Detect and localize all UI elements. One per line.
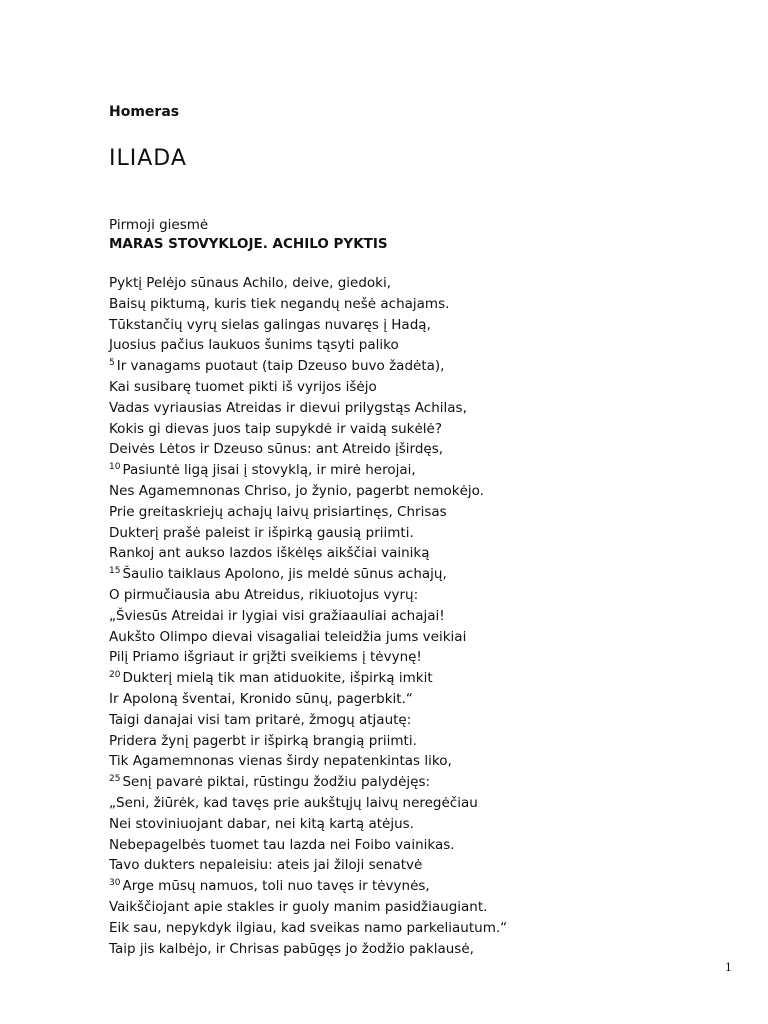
poem-line-text: Taip jis kalbėjo, ir Chrisas pabūgęs jo žodžio paklausė, [109,940,474,957]
poem-line-text: Pasiuntė ligą jisai į stovyklą, ir mirė herojai, [122,462,416,479]
song-label: Pirmoji giesmė [109,217,209,233]
poem-line-text: Nebepagelbės tuomet tau lazda nei Foibo vainikas. [109,836,455,853]
poem-line [109,627,507,648]
poem-line [109,481,507,502]
poem-line [109,294,507,315]
poem-line [109,835,507,856]
poem-line-text: O pirmučiausia abu Atreidus, rikiuotojus vyrų: [109,586,419,603]
poem-line-text: Nes Agamemnonas Chriso, jo žynio, pagerbt nemokėjo. [109,482,484,499]
poem-line [109,814,507,835]
poem-line-text: Taigi danajai visi tam pritarė, žmogų atjautę: [109,711,412,728]
line-number: 20 [109,670,121,681]
poem-line [109,419,507,440]
poem-line [109,543,507,564]
poem-line-text: Ir Apoloną šventai, Kronido sūnų, pagerbkit.“ [109,690,413,707]
poem-line [109,668,507,689]
poem-line-text: Baisų piktumą, kuris tiek negandų nešė achajams. [109,295,450,312]
line-number: 30 [109,878,121,889]
poem-line [109,439,507,460]
poem-line [109,710,507,731]
poem-line [109,793,507,814]
poem-line-text: „Seni, žiūrėk, kad tavęs prie aukštųjų laivų neregėčiau [109,794,478,811]
poem-line-text: Pridera žynį pagerbt ir išpirką brangią priimti. [109,732,417,749]
poem-line-text: Šaulio taiklaus Apolono, jis meldė sūnus achajų, [122,566,447,583]
poem-line-text: Dukterį prašė paleist ir išpirką gausią priimti. [109,524,414,541]
poem-line-text: Pyktį Pelėjo sūnaus Achilo, deive, giedoki, [109,275,392,291]
song-title: MARAS STOVYKLOJE. ACHILO PYKTIS [109,236,388,252]
poem-line [109,772,507,793]
poem-line [109,564,507,585]
poem-line-text: Vaikščiojant apie stakles ir guoly manim pasidžiaugiant. [109,898,488,915]
poem-line [109,897,507,918]
poem-line-text: Ir vanagams puotaut (taip Dzeuso buvo žadėta), [116,358,445,375]
poem-line [109,523,507,544]
poem-line-text: Pilį Priamo išgriaut ir grįžti sveikiems į tėvynę! [109,649,422,666]
poem-line [109,460,507,481]
poem-line-text: Tik Agamemnonas vienas širdy nepatenkintas liko, [109,753,452,770]
poem-line [109,731,507,752]
poem-line [109,606,507,627]
poem-line-text: „Šviesūs Atreidai ir lygiai visi gražiaauliai achajai! [109,607,445,624]
poem-line-text: Arge mūsų namuos, toli nuo tavęs ir tėvynės, [122,878,430,895]
poem-line [109,751,507,772]
poem-line-text: Vadas vyriausias Atreidas ir dievui prilygstąs Achilas, [109,399,467,416]
poem-line [109,335,507,356]
poem-line [109,315,507,336]
book-title: ILIADA [109,146,187,171]
poem-line-text: Prie greitaskriejų achajų laivų prisiartinęs, Chrisas [109,503,447,520]
poem-line [109,689,507,710]
poem-line-text: Juosius pačius laukuos šunims tąsyti paliko [109,337,399,354]
poem-line [109,876,507,897]
line-number: 25 [109,774,121,785]
poem-line-text: Kai susibarę tuomet pikti iš vyrijos išėjo [109,378,377,395]
line-number: 15 [109,566,121,577]
poem-line [109,356,507,377]
poem-line [109,377,507,398]
poem-line [109,398,507,419]
poem-line-text: Tavo dukters nepaleisiu: ateis jai žiloji senatvė [109,857,423,874]
poem-line [109,918,507,939]
poem-line-text: Deivės Lėtos ir Dzeuso sūnus: ant Atreido įširdęs, [109,441,444,458]
poem-line-text: Kokis gi dievas juos taip supykdė ir vaidą sukėlė? [109,420,443,437]
poem-line-text: Aukšto Olimpo dievai visagaliai teleidžia jums veikiai [109,628,467,645]
line-number: 5 [109,358,115,369]
poem-line-text: Eik sau, nepykdyk ilgiau, kad sveikas namo parkeliautum.“ [109,919,508,936]
page-number: 1 [725,961,732,974]
poem-text [109,273,507,959]
poem-line [109,585,507,606]
author-name: Homeras [109,104,180,120]
poem-line-text: Nei stoviniuojant dabar, nei kitą kartą atėjus. [109,815,414,832]
poem-line [109,939,507,960]
line-number: 10 [109,462,121,473]
poem-line-text: Rankoj ant aukso lazdos iškėlęs aikščiai vainiką [109,545,430,562]
poem-line [109,502,507,523]
poem-line [109,647,507,668]
poem-line-text: Tūkstančių vyrų sielas galingas nuvaręs į Hadą, [109,316,431,333]
poem-line [109,273,507,294]
poem-line-text: Senį pavarė piktai, rūstingu žodžiu palydėjęs: [122,774,431,791]
poem-line-text: Dukterį mielą tik man atiduokite, išpirką imkit [122,670,433,687]
poem-line [109,855,507,876]
